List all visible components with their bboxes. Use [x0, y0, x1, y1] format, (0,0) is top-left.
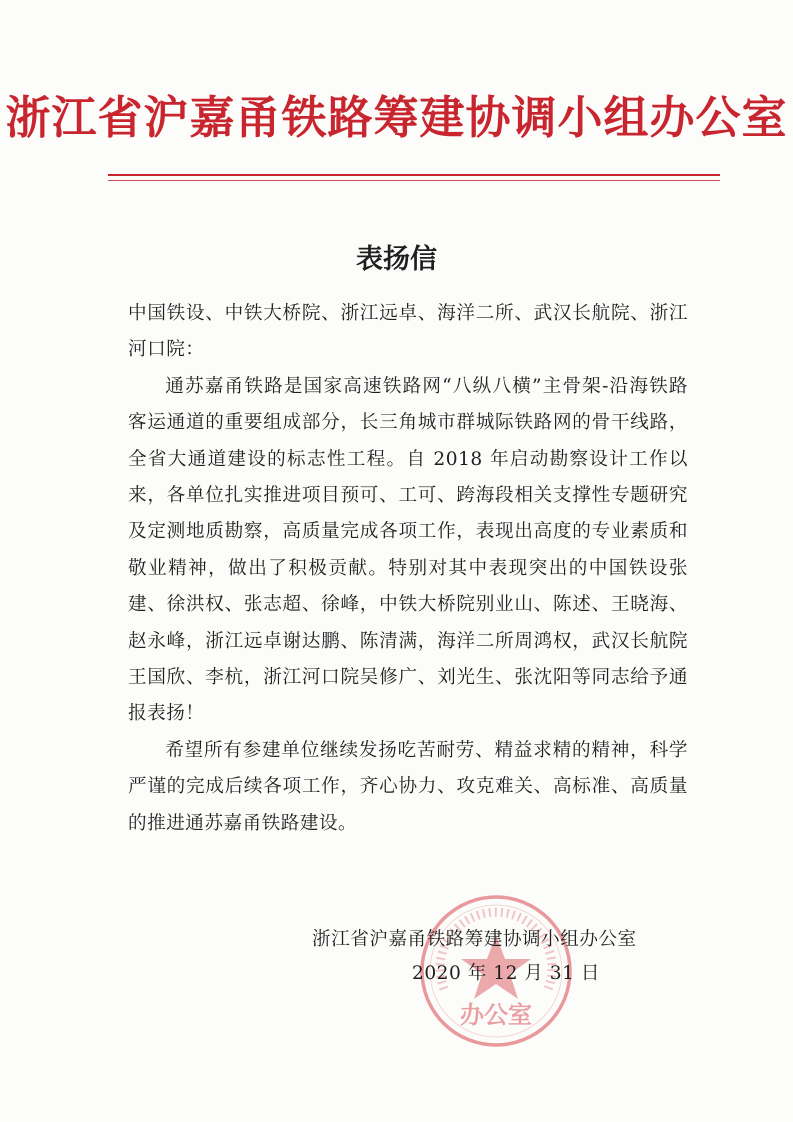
svg-text:办公室: 办公室	[460, 1001, 532, 1029]
letterhead-title: 浙江省沪嘉甬铁路筹建协调小组办公室	[5, 91, 788, 144]
letter-body	[128, 296, 688, 842]
letterhead-rule-thin	[108, 180, 720, 181]
paragraph-hope: 希望所有参建单位继续发扬吃苦耐劳、精益求精的精神，科学严谨的完成后续各项工作，齐心协力、攻克难关、高标准、高质量的推进通苏嘉甬铁路建设。	[128, 739, 688, 834]
signature-date: 2020 年 12 月 31 日	[412, 963, 600, 984]
salutation: 中国铁设、中铁大桥院、浙江远卓、海洋二所、武汉长航院、浙江河口院：	[128, 303, 688, 361]
document-title: 表扬信	[356, 244, 437, 275]
signature-issuer: 浙江省沪嘉甬铁路筹建协调小组办公室	[312, 929, 637, 950]
letterhead-rule-thick	[108, 174, 720, 176]
paragraph-commendation: 通苏嘉甬铁路是国家高速铁路网“八纵八横”主骨架-沿海铁路客运通道的重要组成部分，长三角城市群城际铁路网的骨干线路，全省大通道建设的标志性工程。自 2018 年启动勘察设计工作以来，各单位扎实推进项目预可、工可、跨海段相关支撑性专题研究及定测地质勘察，高质量完成各项工作，表现出高度的专业素质和敬业精神，做出了积极贡献。特别对其中表现突出的中国铁设张建、徐洪权、张志超、徐峰，中铁大桥院别业山、陈述、王晓海、赵永峰，浙江远卓谢达鹏、陈清满，海洋二所周鸿权，武汉长航院王国欣、李杭，浙江河口院吴修广、刘光生、张沈阳等同志给予通报表扬！	[128, 375, 688, 725]
